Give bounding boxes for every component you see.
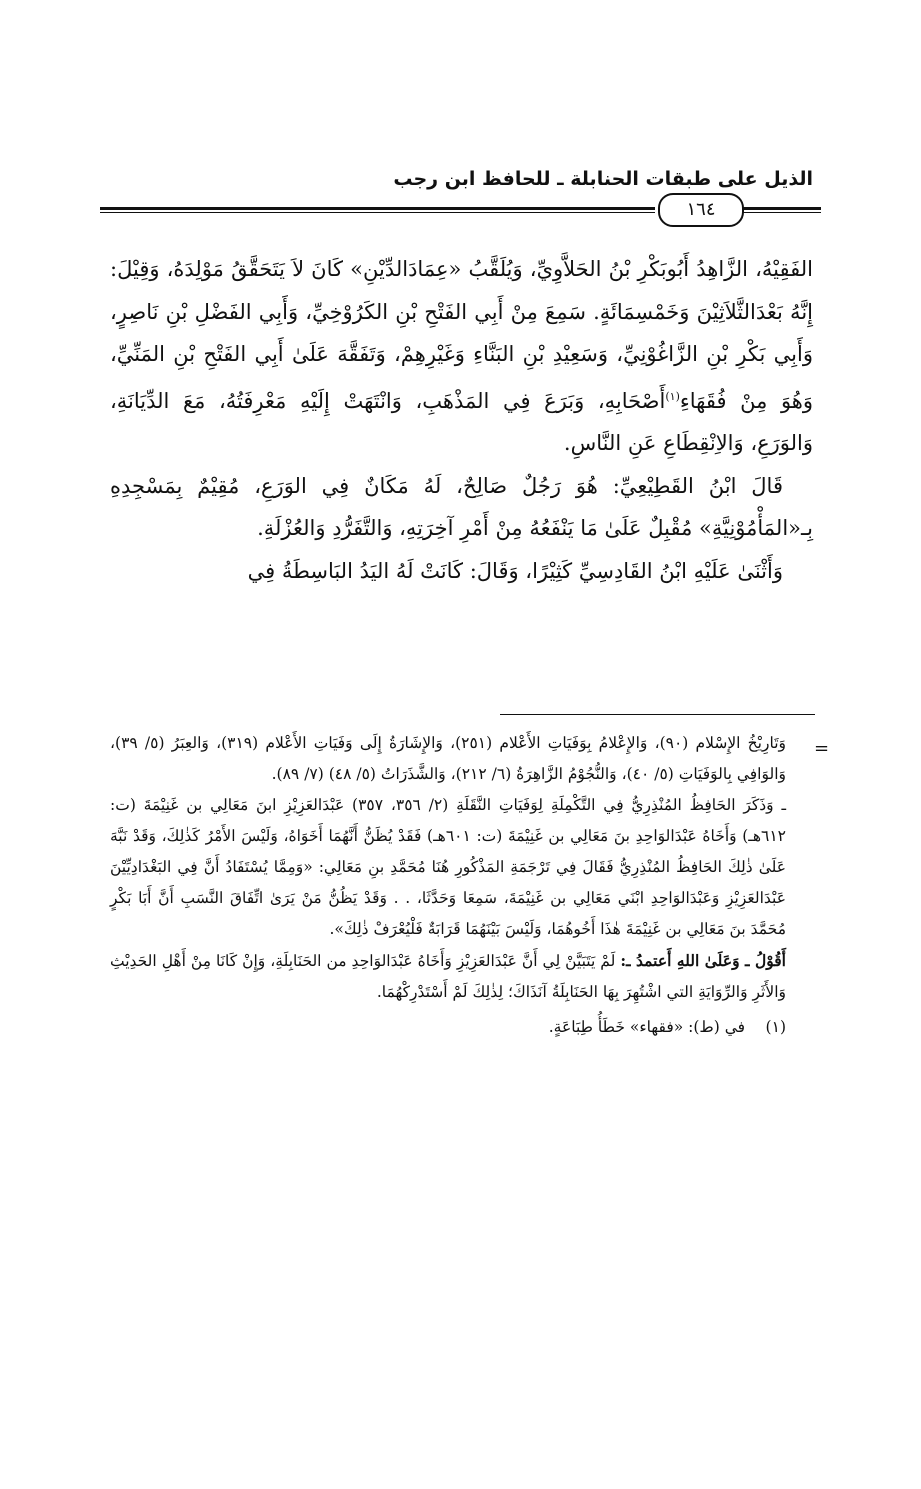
running-title: الذيل على طبقات الحنابلة ـ للحافظ ابن رجب xyxy=(393,168,813,190)
page-number: ١٦٤ xyxy=(658,193,744,227)
footnote-editor-note xyxy=(110,945,786,1008)
body-paragraph-3: وَأَثْنَىٰ عَلَيْهِ ابْنُ القَادِسِيِّ كَثِيْرًا، وَقَالَ: كَانَتْ لَهُ اليَدُ البَاسِطَةُ فِي xyxy=(247,558,783,583)
paragraph-text-end: أَصْحَابِهِ، وَبَرَعَ فِي المَذْهَبِ، وَانْتَهَتْ إِلَيْهِ مَعْرِفَتُهُ، مَعَ الدِّيَانَةِ، وَالوَرَعِ، وَالاِنْقِطَاعِ عَنِ النَّاسِ. xyxy=(110,388,813,455)
footnote-mundhiri-note: ـ وَذَكَرَ الحَافِظُ المُنْذِرِيُّ فِي التَّكْمِلَةِ لِوَفَيَاتِ النَّقَلَةِ (٢/ ٣٥٦، ٣٥٧) عَبْدَالعَزِيْزِ ابنَ مَعَالِي بن غَنِيْمَةَ (ت: ٦١٢هـ) وَأَخَاهُ عَبْدَالوَاحِدِ بنَ مَعَالِي بن غَنِيْمَةَ (ت: ٦٠١هـ) فَقَدْ يُظَنُّ أَنَّهُمَا أَخَوَاهُ، وَلَيْسَ الأَمْرُ كَذٰلِكَ، وَقَدْ نَبَّهَ عَلَىٰ ذٰلِكَ الحَافِظُ المُنْذِرِيُّ فَقَالَ فِي تَرْجَمَةِ المَذْكُورِ هُنَا مُحَمَّدِ بنِ مَعَالِي: «وَمِمَّا يُسْتَفَادُ أَنَّ فِي البَغْدَادِيِّيْنَ عَبْدَالعَزِيْزِ وَعَبْدَالوَاحِدِ ابْنَي مَعَالِي بن غَنِيْمَةَ، سَمِعَا وَحَدَّثَا، . . وَقَدْ يَظُنُّ مَنْ يَرَىٰ اتِّفَاقَ النَّسَبِ أَنَّ أَبَا بَكْرٍ مُحَمَّدَ بنَ مَعَالِي بن غَنِيْمَةَ هٰذَا أَخُوهُمَا، وَلَيْسَ بَيْنَهُمَا قَرَابَةٌ فَلْيُعْرَفْ ذٰلِكَ». xyxy=(110,796,787,938)
body-paragraph-1 xyxy=(110,248,813,465)
footnotes xyxy=(110,728,786,1043)
editor-note-lead: أَقُوْلُ ـ وَعَلَىٰ اللهِ أَعتمدُ ـ: xyxy=(620,951,786,970)
footnote-sources: وَتَارِيْخُ الإِسْلام (٩٠)، وَالإِعْلامُ بِوَفَيَاتِ الأَعْلام (٢٥١)، وَالإِشَارَةُ إِلَى وَفَيَاتِ الأَعْلام (٣١٩)، وَالعِبَرُ (٥/ ٣٩)، وَالوَافِي بِالوَفَيَاتِ (٥/ ٤٠)، وَالنُّجُوْمُ الزَّاهِرَةُ (٦/ ٢١٢)، وَالشَّذَرَاتُ (٥/ ٤٨) (٧/ ٨٩). xyxy=(110,734,786,783)
body-paragraph-2: قَالَ ابْنُ القَطِيْعِيِّ: هُوَ رَجُلٌ صَالِحٌ، لَهُ مَكَانٌ فِي الوَرَعِ، مُقِيْمٌ بِمَسْجِدِهِ بِـ«المَأْمُوْنِيَّةِ» مُقْبِلٌ عَلَىٰ مَا يَنْفَعُهُ مِنْ أَمْرِ آخِرَتِهِ، وَالتَّفَرُّدِ وَالعُزْلَةِ. xyxy=(110,473,813,540)
editor-note-text: لَمْ يَتَبَيَّنْ لِي أَنَّ عَبْدَالعَزِيْزِ وَأَخَاهُ عَبْدَالوَاحِدِ من الحَنَابِلَةِ، وَإِنْ كَانَا مِنْ أَهْلِ الحَدِيْثِ وَالأَثَرِ وَالرِّوَايَةِ التي اشْتُهِرَ بِهَا الحَنَابِلَةُ آنَذَاكَ؛ لِذٰلِكَ لَمْ أَسْتَدْرِكْهُمَا. xyxy=(110,952,786,1001)
footnote-1-text: في (ط): «فقهاء» خَطَأُ طِبَاعَةٍ. xyxy=(548,1018,746,1036)
footnote-1 xyxy=(110,1012,786,1043)
footnote-separator xyxy=(500,714,815,715)
paragraph-text: الفَقِيْهُ، الزَّاهِدُ أَبُوبَكْرِ بْنُ الحَلاَّوِيِّ، وَيُلَقَّبُ «عِمَادَالدِّيْنِ» كَانَ لاَ يَتَحَقَّقُ مَوْلِدَهُ، وَقِيْلَ: إِنَّهُ بَعْدَالثَّلاَثِيْنَ وَخَمْسِمَائَةٍ. سَمِعَ مِنْ أَبِي الفَتْحِ بْنِ الكَرُوْخِيِّ، وَأَبِي الفَضْلِ بْنِ نَاصِرٍ، وَأَبِي بَكْرِ بْنِ الزَّاغُوْنِيِّ، وَسَعِيْدِ بْنِ البَنَّاءِ وَغَيْرِهِمْ، وَتَفَقَّهَ عَلَىٰ أَبِي الفَتْحِ بْنِ المَنِّيِّ، وَهُوَ مِنْ فُقَهَاءِ xyxy=(110,257,814,413)
footnote-continuation-mark: = xyxy=(814,738,830,759)
footnote-reference: (١) xyxy=(665,389,680,403)
main-text xyxy=(110,248,813,592)
page-header xyxy=(105,168,813,196)
footnote-1-number: (١) xyxy=(765,1018,786,1036)
